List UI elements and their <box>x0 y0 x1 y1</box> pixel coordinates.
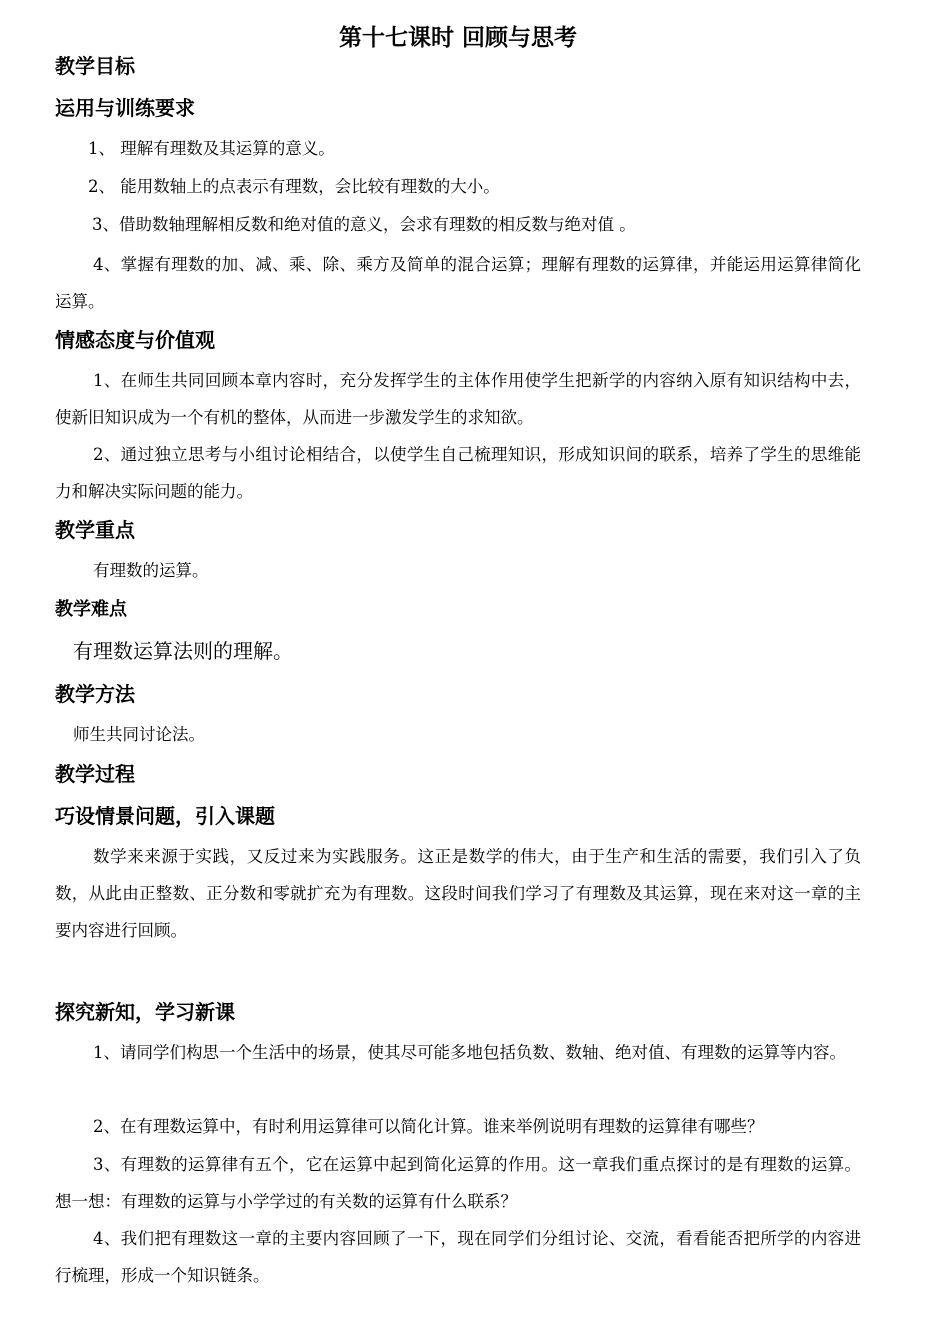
explore-item: 1、请同学们构思一个生活中的场景，使其尽可能多地包括负数、数轴、绝对值、有理数的运算等内容。 <box>93 1043 846 1062</box>
heading-objectives: 教学目标 <box>55 54 135 78</box>
skill-item: 2、 能用数轴上的点表示有理数，会比较有理数的大小。 <box>88 177 500 196</box>
heading-attitude: 情感态度与价值观 <box>55 328 215 352</box>
page-title: 第十七课时 回顾与思考 <box>338 25 577 51</box>
skill-item: 1、 理解有理数及其运算的意义。 <box>88 139 335 158</box>
intro-text: 数学来来源于实践，又反过来为实践服务。这正是数学的伟大，由于生产和生活的需要，我们引入了负数，从此由正整数、正分数和零就扩充为有理数。这段时间我们学习了有理数及其运算，现在来对这一章的主要内容进行回顾。 <box>55 847 861 940</box>
heading-skills: 运用与训练要求 <box>55 96 195 120</box>
method-text: 师生共同讨论法。 <box>73 725 205 744</box>
explore-item: 4、我们把有理数这一章的主要内容回顾了一下，现在同学们分组讨论、交流，看看能否把所学的内容进行梳理，形成一个知识链条。 <box>55 1229 861 1285</box>
difficulty-text: 有理数运算法则的理解。 <box>73 639 293 663</box>
skill-item: 3、借助数轴理解相反数和绝对值的意义，会求有理数的相反数与绝对值 。 <box>92 215 636 234</box>
heading-key-point: 教学重点 <box>55 518 135 542</box>
heading-difficulty: 教学难点 <box>55 599 127 620</box>
heading-process: 教学过程 <box>55 762 135 786</box>
heading-explore: 探究新知，学习新课 <box>55 1000 235 1024</box>
explore-item: 2、在有理数运算中，有时利用运算律可以简化计算。谁来举例说明有理数的运算律有哪些？ <box>93 1117 764 1136</box>
attitude-item: 1、在师生共同回顾本章内容时，充分发挥学生的主体作用使学生把新学的内容纳入原有知识结构中去，使新旧知识成为一个有机的整体，从而进一步激发学生的求知欲。 <box>55 371 861 427</box>
heading-intro: 巧设情景问题，引入课题 <box>55 804 275 828</box>
explore-item: 3、有理数的运算律有五个，它在运算中起到简化运算的作用。这一章我们重点探讨的是有理数的运算。想一想：有理数的运算与小学学过的有关数的运算有什么联系？ <box>55 1155 861 1211</box>
heading-method: 教学方法 <box>55 682 135 706</box>
attitude-item: 2、通过独立思考与小组讨论相结合，以使学生自己梳理知识，形成知识间的联系，培养了学生的思维能力和解决实际问题的能力。 <box>55 445 861 501</box>
skill-item: 4、掌握有理数的加、减、乘、除、乘方及简单的混合运算；理解有理数的运算律，并能运用运算律简化运算。 <box>55 255 861 311</box>
key-point-text: 有理数的运算。 <box>93 561 209 580</box>
